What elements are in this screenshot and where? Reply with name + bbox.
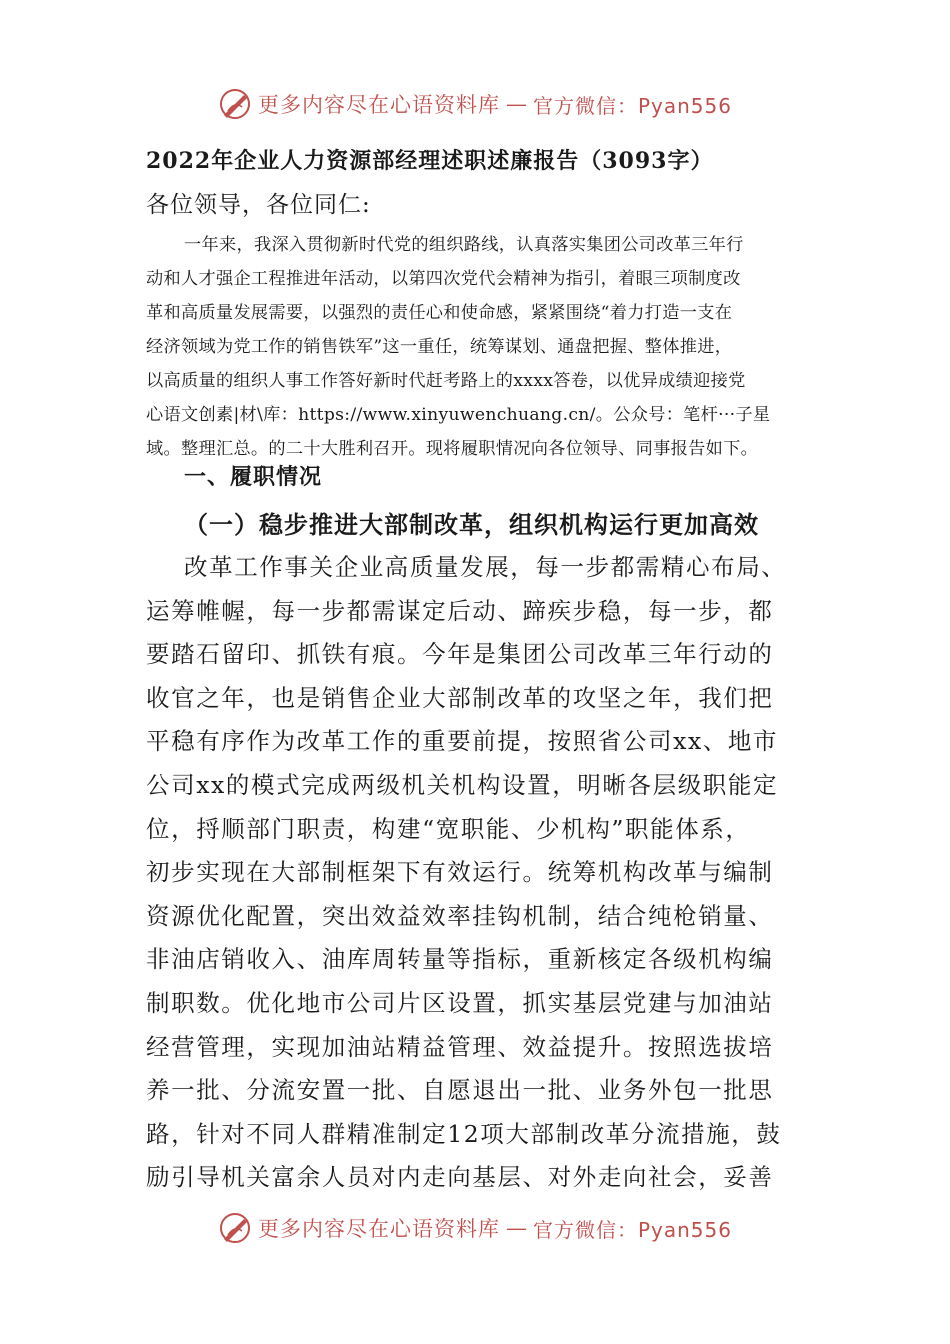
body-line: 公司xx的模式完成两级机关机构设置，明晰各层级职能定 [146,770,779,799]
body-line: 运筹帷幄，每一步都需谋定后动、蹄疾步稳，每一步，都 [146,596,774,625]
body-line: 收官之年，也是销售企业大部制改革的攻坚之年，我们把 [146,683,774,712]
greeting-line: 各位领导，各位同仁: [146,192,371,218]
body-line: 养一批、分流安置一批、自愿退出一批、业务外包一批思 [146,1076,774,1105]
section-heading-1: 一、履职情况 [184,464,323,490]
body-line: 经营管理，实现加油站精益管理、效益提升。按照选拔培 [146,1032,774,1061]
body-line: 初步实现在大部制框架下有效运行。统筹机构改革与编制 [146,858,774,887]
body-line: 路，针对不同人群精准制定12项大部制改革分流措施，鼓 [146,1119,782,1148]
header-watermark-banner [0,84,950,124]
intro-line: 革和高质量发展需要，以强烈的责任心和使命感，紧紧围绕“着力打造一支在 [146,303,733,323]
body-paragraph [146,546,806,1200]
intro-line: 心语文创素|材\库：https://www.xinyuwenchuang.cn/。公众号：笔杆···子星 [146,405,771,425]
subsection-heading-1: （一）稳步推进大部制改革，组织机构运行更加高效 [184,510,759,539]
document-title: 2022年企业人力资源部经理述职述廉报告（3093字） [146,148,714,174]
intro-line: 以高质量的组织人事工作答好新时代赶考路上的xxxx答卷，以优异成绩迎接党 [146,371,746,391]
intro-line: 域。整理汇总。的二十大胜利召开。现将履职情况向各位领导、同事报告如下。 [146,439,759,459]
body-line: 要踏石留印、抓铁有痕。今年是集团公司改革三年行动的 [146,640,774,669]
banner-dash: — [505,92,527,116]
body-line: 励引导机关富余人员对内走向基层、对外走向社会，妥善 [146,1163,774,1192]
body-line: 位，捋顺部门职责，构建“宽职能、少机构”职能体系， [146,814,751,843]
body-line: 资源优化配置，突出效益效率挂钩机制，结合纯枪销量、 [146,901,774,930]
body-line: 制职数。优化地市公司片区设置，抓实基层党建与加油站 [146,988,774,1017]
intro-paragraph [146,228,808,466]
intro-line: 动和人才强企工程推进年活动，以第四次党代会精神为指引，着眼三项制度改 [146,269,741,289]
banner-wechat-text: 官方微信：Pyan556 [532,93,732,118]
pen-logo-icon [218,87,252,121]
banner-brand-text: 更多内容尽在心语资料库 [257,1217,500,1241]
intro-line: 经济领域为党工作的销售铁军”这一重任，统筹谋划、通盘把握、整体推进， [146,337,733,357]
banner-wechat-text: 官方微信：Pyan556 [532,1217,732,1242]
banner-brand-text: 更多内容尽在心语资料库 [257,93,500,117]
body-line: 平稳有序作为改革工作的重要前提，按照省公司xx、地市 [146,727,779,756]
footer-watermark-banner [0,1208,950,1248]
body-line: 改革工作事关企业高质量发展，每一步都需精心布局、 [184,553,787,581]
intro-line: 一年来，我深入贯彻新时代党的组织路线，认真落实集团公司改革三年行 [184,235,744,255]
pen-logo-icon [218,1211,252,1245]
body-line: 非油店销收入、油库周转量等指标，重新核定各级机构编 [146,945,774,974]
banner-dash: — [505,1216,527,1240]
